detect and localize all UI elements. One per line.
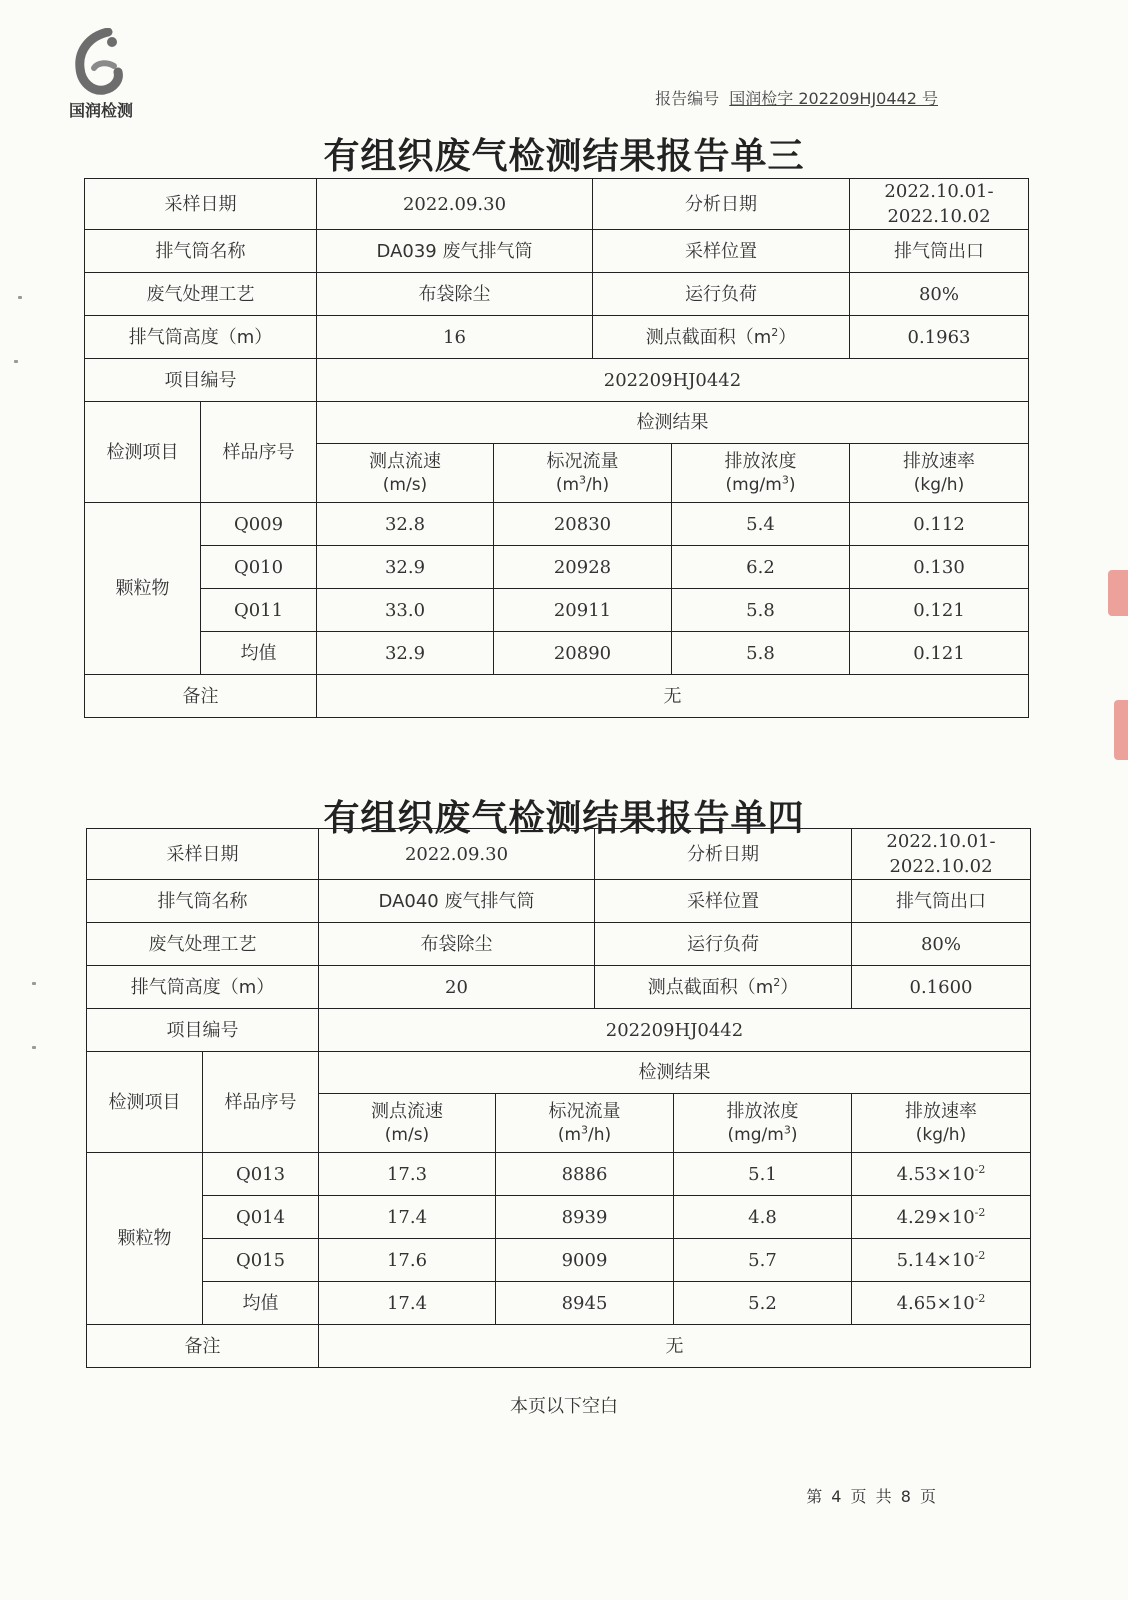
- company-logo: [56, 28, 146, 124]
- header-unit: (m/s): [382, 475, 428, 496]
- cell-concentration: 5.4: [672, 503, 850, 546]
- cell-value: 排气筒出口: [852, 880, 1031, 923]
- cell-value: 0.1600: [852, 966, 1031, 1009]
- cell-velocity: 17.3: [319, 1153, 496, 1196]
- cell-sample: Q010: [201, 546, 317, 589]
- table-row: [85, 589, 1029, 632]
- cell-value: 202209HJ0442: [319, 1009, 1031, 1052]
- header-concentration: [672, 444, 850, 503]
- unit-prefix: (m: [555, 475, 580, 496]
- cell-rate: 0.121: [850, 632, 1029, 675]
- cell-item: 颗粒物: [85, 503, 201, 675]
- header-unit: [494, 474, 671, 498]
- table-row: [85, 503, 1029, 546]
- cell-label: 采样位置: [593, 230, 850, 273]
- rate-exp: -2: [974, 1205, 986, 1219]
- rate-exp: -2: [974, 1291, 986, 1305]
- scan-speck: [18, 296, 22, 299]
- blank-note: 本页以下空白: [510, 1396, 618, 1417]
- cell-flow: 20890: [494, 632, 672, 675]
- cell-velocity: 33.0: [317, 589, 494, 632]
- header-unit: [496, 1124, 673, 1148]
- cell-value: 2022.09.30: [317, 179, 593, 230]
- table-row: [87, 1325, 1031, 1368]
- cell-label: 排气筒名称: [87, 880, 319, 923]
- unit-sup: 3: [581, 1123, 589, 1137]
- cell-value: 2022.10.01-2022.10.02: [852, 829, 1031, 880]
- unit-prefix: (m: [557, 1125, 582, 1146]
- unit-sup: 3: [781, 473, 789, 487]
- cell-sample: 均值: [203, 1282, 319, 1325]
- cell-flow: 20928: [494, 546, 672, 589]
- area-label-suffix: ）: [780, 976, 799, 998]
- cell-label: 排气筒高度（m）: [87, 966, 319, 1009]
- rate-base: 4.29×10: [896, 1206, 975, 1228]
- cell-flow: 8886: [496, 1153, 674, 1196]
- scan-speck: [32, 1046, 36, 1049]
- cell-sample: Q015: [203, 1239, 319, 1282]
- cell-value: 20: [319, 966, 595, 1009]
- cell-rate: [852, 1196, 1031, 1239]
- table-row: [87, 1282, 1031, 1325]
- report-table: [86, 828, 1031, 1368]
- cell-sample: Q011: [201, 589, 317, 632]
- table-header-row: [87, 1052, 1031, 1094]
- cell-value: 2022.09.30: [319, 829, 595, 880]
- unit-suffix: ): [788, 475, 796, 496]
- cell-remark: 无: [319, 1325, 1031, 1368]
- cell-value: DA039 废气排气筒: [317, 230, 593, 273]
- header-sample: 样品序号: [203, 1052, 319, 1153]
- header-name: 测点流速: [371, 1100, 443, 1122]
- unit-suffix: /h): [586, 475, 610, 496]
- cell-label: 项目编号: [87, 1009, 319, 1052]
- unit-suffix: /h): [588, 1125, 612, 1146]
- header-item: 检测项目: [85, 402, 201, 503]
- header-unit: (kg/h): [913, 475, 965, 496]
- logo-text: 国润检测: [68, 101, 133, 120]
- cell-rate: 0.121: [850, 589, 1029, 632]
- cell-flow: 20830: [494, 503, 672, 546]
- report-title: 有组织废气检测结果报告单四: [323, 798, 805, 839]
- cell-label: 排气筒名称: [85, 230, 317, 273]
- cell-concentration: 4.8: [674, 1196, 852, 1239]
- header-sample: 样品序号: [201, 402, 317, 503]
- header-unit: [674, 1124, 851, 1148]
- header-flow: [494, 444, 672, 503]
- cell-sample: Q013: [203, 1153, 319, 1196]
- header-results: 检测结果: [319, 1052, 1031, 1094]
- table-row: [85, 316, 1029, 359]
- cell-flow: 8945: [496, 1282, 674, 1325]
- table-row: [87, 1196, 1031, 1239]
- cell-value: DA040 废气排气筒: [319, 880, 595, 923]
- area-label-suffix: ）: [778, 326, 797, 348]
- cell-velocity: 17.4: [319, 1196, 496, 1239]
- cell-label: 项目编号: [85, 359, 317, 402]
- header-name: 排放速率: [905, 1100, 977, 1122]
- area-label-sup: 2: [773, 975, 781, 989]
- rate-base: 5.14×10: [896, 1249, 975, 1271]
- cell-concentration: 5.8: [672, 632, 850, 675]
- table-row: [87, 1239, 1031, 1282]
- cell-rate: [852, 1239, 1031, 1282]
- header-unit: [672, 474, 849, 498]
- table-row: [85, 632, 1029, 675]
- cell-label: 备注: [87, 1325, 319, 1368]
- cell-value: 80%: [850, 273, 1029, 316]
- cell-label: 分析日期: [595, 829, 852, 880]
- page-number: 第 4 页 共 8 页: [806, 1487, 938, 1506]
- table-row: [85, 273, 1029, 316]
- cell-label: 运行负荷: [595, 923, 852, 966]
- cell-label: 采样日期: [87, 829, 319, 880]
- unit-suffix: ): [790, 1125, 798, 1146]
- cell-rate: [852, 1282, 1031, 1325]
- report-number-value: 国润检字 202209HJ0442 号: [729, 89, 938, 108]
- cell-velocity: 32.9: [317, 546, 494, 589]
- rate-base: 4.53×10: [896, 1163, 975, 1185]
- table-row: [87, 1153, 1031, 1196]
- header-item: 检测项目: [87, 1052, 203, 1153]
- table-row: [85, 230, 1029, 273]
- cell-value: 0.1963: [850, 316, 1029, 359]
- cell-sample: 均值: [201, 632, 317, 675]
- report-table: [84, 178, 1029, 718]
- cell-label: 备注: [85, 675, 317, 718]
- report-title: 有组织废气检测结果报告单三: [323, 136, 805, 177]
- table-row: [87, 966, 1031, 1009]
- cell-sample: Q009: [201, 503, 317, 546]
- header-unit: (m/s): [384, 1125, 430, 1146]
- cell-concentration: 6.2: [672, 546, 850, 589]
- header-concentration: [674, 1094, 852, 1153]
- cell-value: 202209HJ0442: [317, 359, 1029, 402]
- area-label-prefix: 测点截面积（m: [647, 976, 774, 998]
- cell-label: [595, 966, 852, 1009]
- header-results: 检测结果: [317, 402, 1029, 444]
- area-label-sup: 2: [771, 325, 779, 339]
- cell-label: 排气筒高度（m）: [85, 316, 317, 359]
- rate-exp: -2: [974, 1162, 986, 1176]
- cell-label: 采样位置: [595, 880, 852, 923]
- table-row: [85, 179, 1029, 230]
- cell-concentration: 5.7: [674, 1239, 852, 1282]
- header-unit: (kg/h): [915, 1125, 967, 1146]
- table-row: [87, 829, 1031, 880]
- seal-stamp-edge: [1108, 570, 1128, 616]
- header-velocity: [317, 444, 494, 503]
- cell-label: 分析日期: [593, 179, 850, 230]
- cell-flow: 8939: [496, 1196, 674, 1239]
- report-number-label: 报告编号: [655, 89, 720, 108]
- scan-speck: [32, 982, 36, 985]
- table-row: [87, 880, 1031, 923]
- seal-stamp-edge: [1114, 700, 1128, 760]
- cell-item: 颗粒物: [87, 1153, 203, 1325]
- cell-value: 2022.10.01-2022.10.02: [850, 179, 1029, 230]
- header-rate: [850, 444, 1029, 503]
- guorun-logo-icon: [68, 28, 128, 96]
- header-name: 排放浓度: [724, 450, 797, 472]
- scan-speck: [14, 360, 18, 363]
- cell-velocity: 17.4: [319, 1282, 496, 1325]
- header-name: 测点流速: [369, 450, 441, 472]
- cell-sample: Q014: [203, 1196, 319, 1239]
- cell-velocity: 17.6: [319, 1239, 496, 1282]
- header-name: 标况流量: [546, 450, 619, 472]
- table-row: [87, 1009, 1031, 1052]
- cell-value: 布袋除尘: [319, 923, 595, 966]
- cell-label: 采样日期: [85, 179, 317, 230]
- unit-sup: 3: [579, 473, 587, 487]
- rate-base: 4.65×10: [896, 1292, 975, 1314]
- header-velocity: [319, 1094, 496, 1153]
- cell-rate: 0.130: [850, 546, 1029, 589]
- cell-concentration: 5.8: [672, 589, 850, 632]
- cell-remark: 无: [317, 675, 1029, 718]
- cell-flow: 20911: [494, 589, 672, 632]
- report-number: [655, 86, 938, 109]
- cell-rate: 0.112: [850, 503, 1029, 546]
- cell-value: 16: [317, 316, 593, 359]
- cell-concentration: 5.1: [674, 1153, 852, 1196]
- cell-velocity: 32.9: [317, 632, 494, 675]
- cell-concentration: 5.2: [674, 1282, 852, 1325]
- area-label-prefix: 测点截面积（m: [645, 326, 772, 348]
- table-header-row: [85, 402, 1029, 444]
- table-row: [87, 923, 1031, 966]
- cell-flow: 9009: [496, 1239, 674, 1282]
- cell-value: 80%: [852, 923, 1031, 966]
- table-row: [85, 546, 1029, 589]
- cell-label: 废气处理工艺: [85, 273, 317, 316]
- header-name: 标况流量: [548, 1100, 621, 1122]
- rate-exp: -2: [974, 1248, 986, 1262]
- header-flow: [496, 1094, 674, 1153]
- header-rate: [852, 1094, 1031, 1153]
- cell-velocity: 32.8: [317, 503, 494, 546]
- cell-label: [593, 316, 850, 359]
- cell-value: 布袋除尘: [317, 273, 593, 316]
- header-name: 排放浓度: [726, 1100, 799, 1122]
- cell-value: 排气筒出口: [850, 230, 1029, 273]
- unit-sup: 3: [783, 1123, 791, 1137]
- cell-label: 废气处理工艺: [87, 923, 319, 966]
- cell-rate: [852, 1153, 1031, 1196]
- unit-prefix: (mg/m: [727, 1125, 784, 1146]
- cell-label: 运行负荷: [593, 273, 850, 316]
- unit-prefix: (mg/m: [725, 475, 782, 496]
- table-row: [85, 675, 1029, 718]
- table-row: [85, 359, 1029, 402]
- header-name: 排放速率: [903, 450, 975, 472]
